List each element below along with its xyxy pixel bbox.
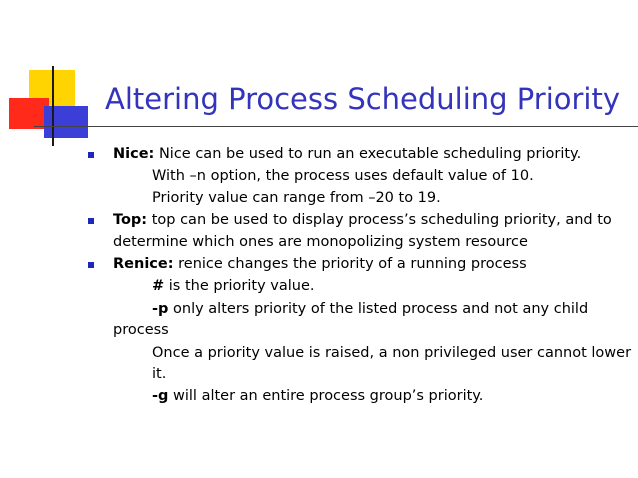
bullet-nice-text: Nice can be used to run an executable scheduling priority.: [154, 146, 582, 162]
term-renice: Renice:: [113, 256, 174, 272]
sub-item: [152, 300, 588, 318]
sub-item-text: will alter an entire process group’s priority.: [168, 388, 484, 404]
sub-item-cont: process: [113, 322, 169, 338]
decor-vertical-line: [52, 66, 54, 146]
slide-title: Altering Process Scheduling Priority: [105, 82, 621, 116]
bullet-renice: [113, 255, 527, 273]
sub-item: Once a priority value is raised, a non privileged user cannot lower: [152, 345, 632, 361]
title-underline: [34, 126, 638, 127]
sub-item: [152, 277, 315, 295]
bullet-nice: [113, 145, 581, 163]
flag-g: -g: [152, 388, 169, 404]
flag-p: -p: [152, 301, 169, 317]
decor-red-square: [9, 98, 49, 129]
sub-item: With –n option, the process uses default value of 10.: [152, 168, 534, 184]
sub-item: [152, 387, 483, 405]
bullet-marker: [88, 152, 94, 158]
bullet-top: [113, 211, 612, 229]
decor-blue-square: [44, 106, 88, 138]
bullet-marker: [88, 218, 94, 224]
sub-item: Priority value can range from –20 to 19.: [152, 190, 441, 206]
sub-item-text: is the priority value.: [164, 278, 315, 294]
term-nice: Nice:: [113, 146, 155, 162]
term-top: Top:: [113, 212, 148, 228]
sub-item-text: only alters priority of the listed process and not any child: [168, 301, 589, 317]
bullet-marker: [88, 262, 94, 268]
sub-item-cont: it.: [152, 366, 167, 382]
bullet-renice-text: renice changes the priority of a running process: [173, 256, 527, 272]
flag-hash: #: [152, 278, 165, 294]
bullet-top-text: top can be used to display process’s scheduling priority, and to: [147, 212, 612, 228]
bullet-top-text-cont: determine which ones are monopolizing system resource: [113, 234, 528, 250]
